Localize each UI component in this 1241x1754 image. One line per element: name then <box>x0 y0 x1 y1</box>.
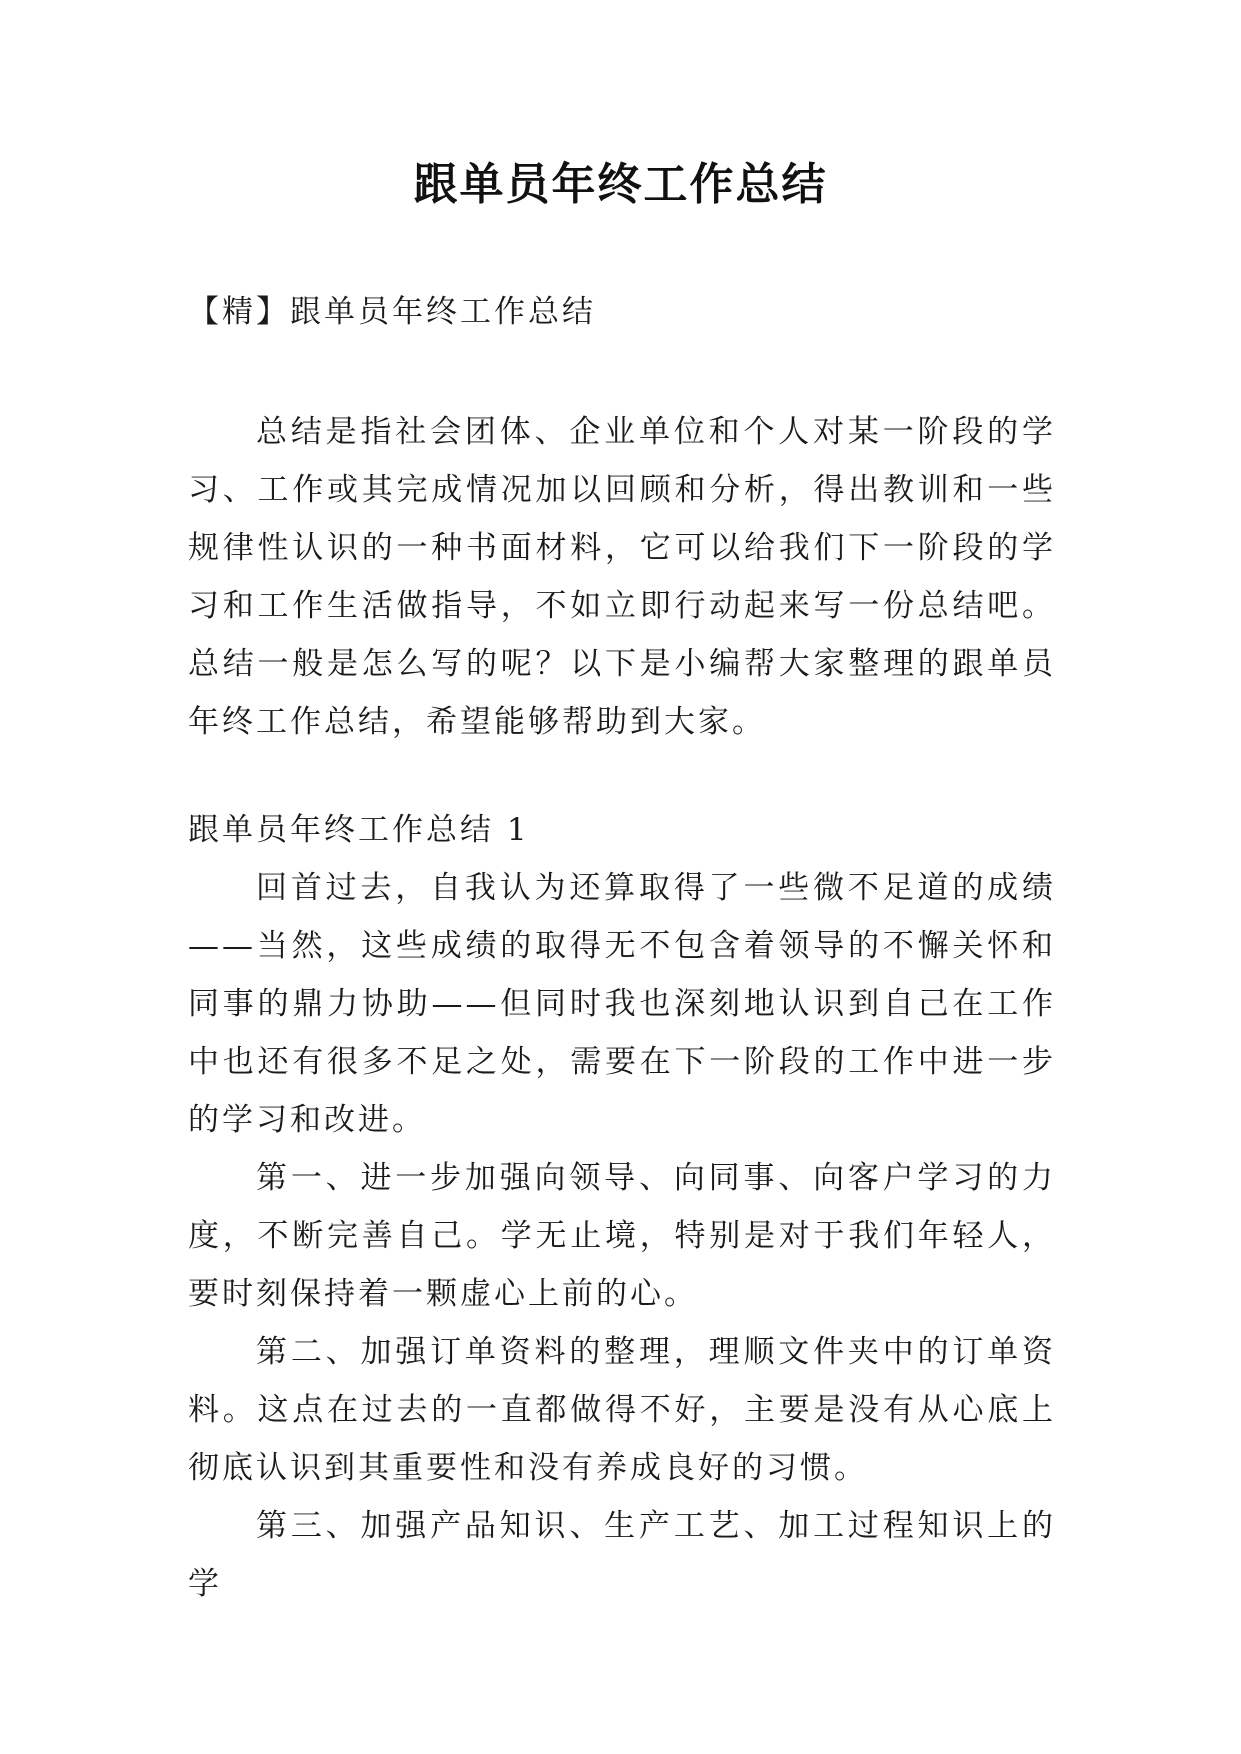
page-title: 跟单员年终工作总结 <box>413 159 828 210</box>
body-paragraph: 第三、加强产品知识、生产工艺、加工过程知识上的学 <box>188 1508 1056 1602</box>
intro-paragraph: 总结是指社会团体、企业单位和个人对某一阶段的学习、工作或其完成情况加以回顾和分析，得出教训和一些规律性认识的一种书面材料，它可以给我们下一阶段的学习和工作生活做指导，不如立即行动起来写一份总结吧。总结一般是怎么写的呢？以下是小编帮大家整理的跟单员年终工作总结，希望能够帮助到大家。 <box>188 414 1056 740</box>
body-paragraph: 第二、加强订单资料的整理，理顺文件夹中的订单资料。这点在过去的一直都做得不好，主要是没有从心底上彻底认识到其重要性和没有养成良好的习惯。 <box>188 1334 1056 1486</box>
body-paragraph: 第一、进一步加强向领导、向同事、向客户学习的力度，不断完善自己。学无止境，特别是对于我们年轻人，要时刻保持着一颗虚心上前的心。 <box>188 1160 1056 1312</box>
body-paragraph: 回首过去，自我认为还算取得了一些微不足道的成绩——当然，这些成绩的取得无不包含着领导的不懈关怀和同事的鼎力协助——但同时我也深刻地认识到自己在工作中也还有很多不足之处，需要在下一阶段的工作中进一步的学习和改进。 <box>188 870 1056 1138</box>
document-subtitle: 【精】跟单员年终工作总结 <box>188 294 596 330</box>
section-heading: 跟单员年终工作总结 1 <box>188 812 530 848</box>
